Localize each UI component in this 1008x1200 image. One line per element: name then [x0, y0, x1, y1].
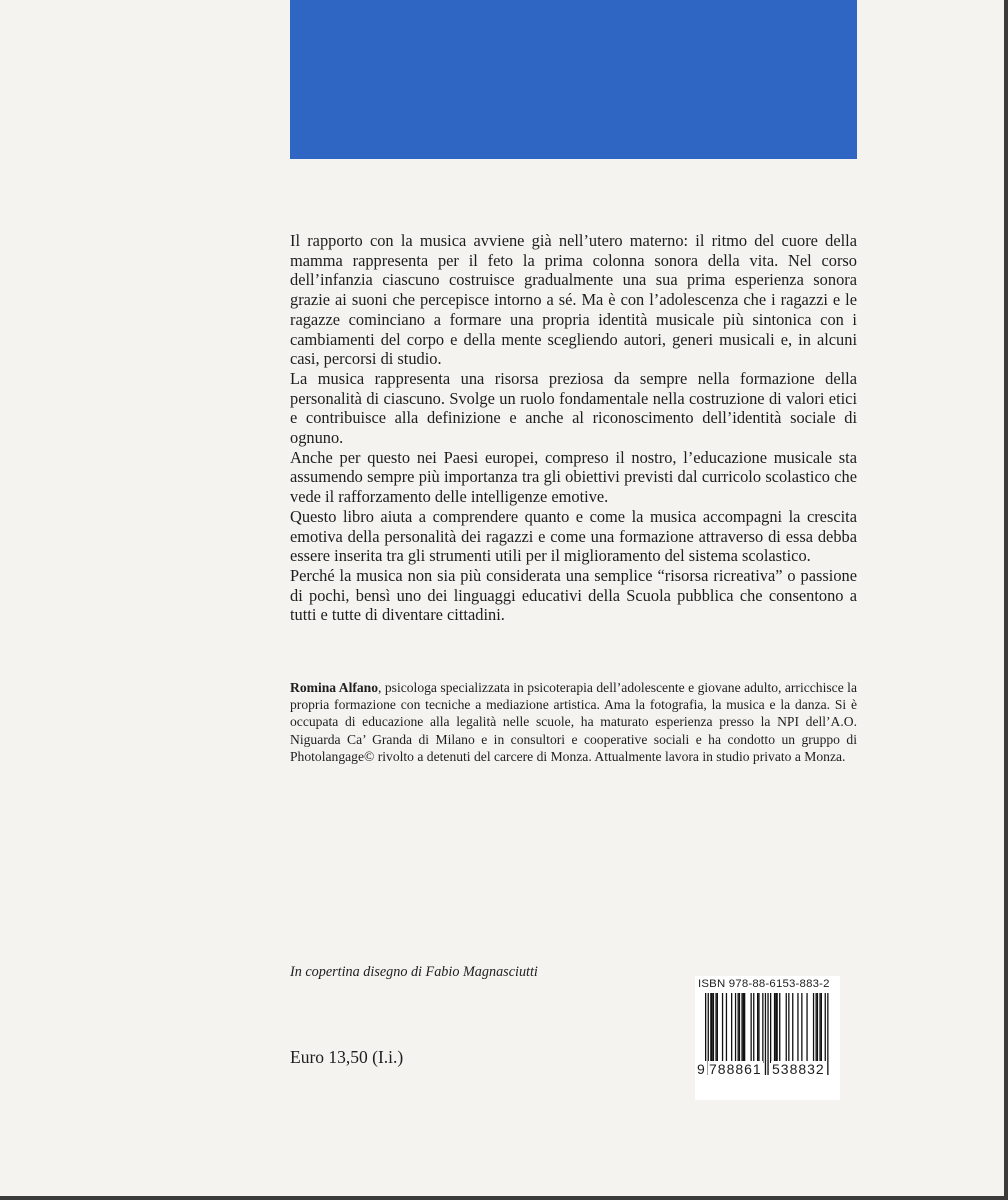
barcode-bar — [797, 993, 798, 1063]
barcode-bar — [713, 993, 714, 1063]
barcode-bar — [813, 993, 814, 1063]
ean-digits — [695, 1061, 840, 1081]
barcode-bar — [753, 993, 754, 1063]
isbn-barcode — [695, 976, 840, 1100]
blurb-paragraph: Questo libro aiuta a comprendere quanto e come la musica accompagni la crescita emotiva della personalità dei ragazzi e come una formazione attraverso di essa debba essere inserita tra gli strumenti utili per il miglioramento del sistema scolastico. — [290, 506, 857, 566]
barcode-bar — [738, 993, 739, 1063]
cover-credit: In copertina disegno di Fabio Magnasciutti — [290, 964, 538, 980]
barcode-bar — [770, 993, 771, 1063]
ean-left-group: 788861 — [709, 1061, 762, 1077]
barcode-bar — [788, 993, 789, 1063]
ean-right-group: 538832 — [772, 1061, 825, 1077]
barcode-bar — [779, 993, 780, 1063]
isbn-label: ISBN 978-88-6153-883-2 — [698, 978, 830, 990]
blurb-paragraph: Anche per questo nei Paesi europei, compreso il nostro, l’educazione musicale sta assumendo sempre più importanza tra gli obiettivi previsti dal curricolo scolastico che vede il rafforzamento delle intelligenze emotive. — [290, 447, 857, 507]
price-label: Euro 13,50 (I.i.) — [290, 1047, 404, 1067]
barcode-bar — [801, 993, 802, 1063]
ean-first-digit: 9 — [697, 1061, 706, 1077]
back-cover-blurb — [290, 231, 857, 625]
barcode-bar — [743, 993, 744, 1063]
barcode-bar — [777, 993, 778, 1063]
barcode-bar — [741, 993, 742, 1063]
barcode-bar — [751, 993, 752, 1063]
barcode-bar — [731, 993, 732, 1063]
barcode-bar — [816, 993, 817, 1063]
barcode-bar — [774, 993, 775, 1063]
barcode-bar — [786, 993, 787, 1063]
barcode-bar — [710, 993, 711, 1063]
barcode-bar — [726, 993, 727, 1063]
blurb-paragraph: Il rapporto con la musica avviene già nell’utero materno: il ritmo del cuore della mamma rappresenta per il feto la prima colonna sonora della vita. Nel corso dell’infanzia ciascuno costruisce gradualmente una sua prima esperienza sonora grazie ai suoni che percepisce intorno a sé. Ma è con l’adolescenza che i ragazzi e le ragazze cominciano a formare una propria identità musicale più sintonica con i cambiamenti del corpo e della mente scegliendo autori, generi musicali e, in alcuni casi, percorsi di studio. — [290, 231, 857, 369]
blurb-paragraph: Perché la musica non sia più considerata una semplice “risorsa ricreativa” o passione di pochi, bensì uno dei linguaggi educativi della Scuola pubblica che consentono a tutti e tutte di diventare cittadini. — [290, 565, 857, 625]
blurb-paragraph: La musica rappresenta una risorsa preziosa da sempre nella formazione della personalità di ciascuno. Svolge un ruolo fondamentale nella costruzione di valori etici e contribuisce alla definizione e anche al riconoscimento dell’identità sociale di ognuno. — [290, 368, 857, 448]
barcode-bar — [744, 993, 745, 1063]
author-bio — [290, 679, 857, 765]
barcode-bar — [757, 993, 758, 1063]
barcode-bar — [739, 993, 740, 1063]
barcode-bar — [717, 993, 718, 1063]
barcode-bar — [792, 993, 793, 1063]
author-name: Romina Alfano — [290, 680, 379, 695]
barcode-bar — [817, 993, 818, 1063]
barcode-bar — [722, 993, 723, 1063]
barcode-bar — [715, 993, 716, 1063]
barcode-bar — [735, 993, 736, 1063]
cover-color-band — [290, 0, 857, 159]
author-bio-text: , psicologa specializzata in psicoterapia dell’adolescente e giovane adulto, arricchisce la propria formazione con tecniche a mediazione artistica. Ama la fotografia, la musica e la danza. Si è occupata di educazione alla legalità nelle scuole, ha maturato esperienza presso la NPI dell’A.O. Niguarda Ca’ Granda di Milano e in consultori e cooperative sociali e ha condotto un gruppo di Photolangage© rivolto a detenuti del carcere di Monza. Attualmente lavora in studio privato a Monza. — [290, 680, 857, 764]
barcode-bar — [775, 993, 776, 1063]
barcode-bar — [806, 993, 807, 1063]
barcode-bar — [819, 993, 820, 1063]
barcode-bar — [758, 993, 759, 1063]
barcode-bar — [712, 993, 713, 1063]
barcode-bar — [762, 993, 763, 1063]
barcode-bar — [821, 993, 822, 1063]
